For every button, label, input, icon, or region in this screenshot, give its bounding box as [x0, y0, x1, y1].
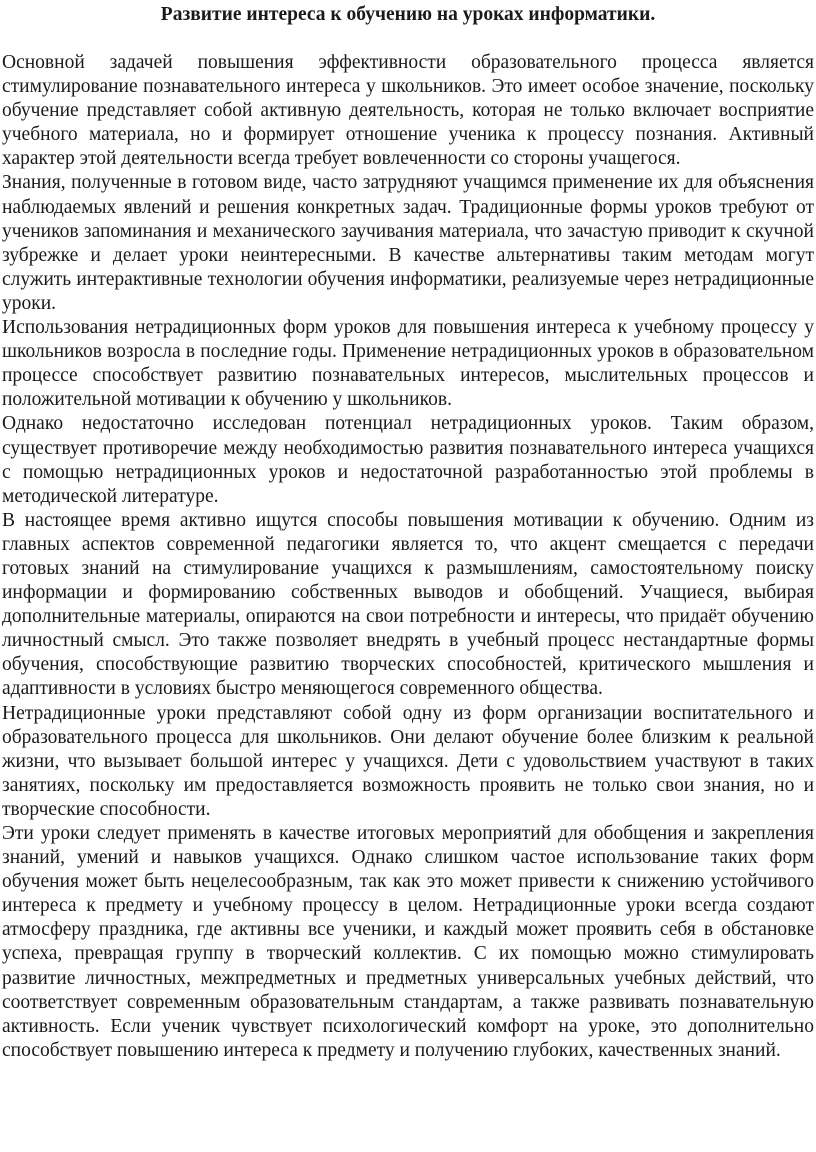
- document-title: Развитие интереса к обучению на уроках информатики.: [160, 4, 656, 25]
- paragraph: Нетрадиционные уроки представляют собой одну из форм организации воспитательного и образовательного процесса для школьников. Они делают обучение более близким к реальной жизни, что вызывает большой интерес у учащихся. Дети с удовольствием участвуют в таких занятиях, поскольку им предоставляется возможность проявить не только свои знания, но и творческие способности.: [2, 702, 814, 820]
- paragraph: Использования нетрадиционных форм уроков для повышения интереса к учебному процессу у школьников возросла в последние годы. Применение нетрадиционных уроков в образовательном процессе способствует развитию познавательных интересов, мыслительных процессов и положительной мотивации к обучению у школьников.: [2, 317, 814, 411]
- paragraph: Однако недостаточно исследован потенциал нетрадиционных уроков. Таким образом, существует противоречие между необходимостью развития познавательного интереса учащихся с помощью нетрадиционных уроков и недостаточной разработанностью этой проблемы в методической литературе.: [2, 413, 814, 507]
- paragraph: Эти уроки следует применять в качестве итоговых мероприятий для обобщения и закрепления знаний, умений и навыков учащихся. Однако слишком частое использование таких форм обучения может быть нецелесообразным, так как это может привести к снижению устойчивого интереса к предмету и учебному процессу в целом. Нетрадиционные уроки всегда создают атмосферу праздника, где активны все ученики, и каждый может проявить себя в обстановке успеха, превращая группу в творческий коллектив. С их помощью можно стимулировать развитие личностных, межпредметных и предметных универсальных учебных действий, что соответствует современным образовательным стандартам, а также развивать познавательную активность. Если ученик чувствует психологический комфорт на уроке, это дополнительно способствует повышению интереса к предмету и получению глубоких, качественных знаний.: [2, 823, 814, 1061]
- paragraph: Основной задачей повышения эффективности образовательного процесса является стимулирование познавательного интереса у школьников. Это имеет особое значение, поскольку обучение представляет собой активную деятельность, которая не только включает восприятие учебного материала, но и формирует отношение ученика к процессу познания. Активный характер этой деятельности всегда требует вовлеченности со стороны учащегося.: [2, 52, 814, 170]
- paragraph: В настоящее время активно ищутся способы повышения мотивации к обучению. Одним из главных аспектов современной педагогики является то, что акцент смещается с передачи готовых знаний на стимулирование учащихся к размышлениям, самостоятельному поиску информации и формированию собственных выводов и обобщений. Учащиеся, выбирая дополнительные материалы, опираются на свои потребности и интересы, что придаёт обучению личностный смысл. Это также позволяет внедрять в учебный процесс нестандартные формы обучения, способствующие развитию творческих способностей, критического мышления и адаптивности в условиях быстро меняющегося современного общества.: [2, 509, 814, 700]
- paragraph: Знания, полученные в готовом виде, часто затрудняют учащимся применение их для объяснения наблюдаемых явлений и решения конкретных задач. Традиционные формы уроков требуют от учеников запоминания и механического заучивания материала, что зачастую приводит к скучной зубрежке и делает уроки неинтересными. В качестве альтернативы таким методам могут служить интерактивные технологии обучения информатики, реализуемые через нетрадиционные уроки.: [2, 172, 814, 314]
